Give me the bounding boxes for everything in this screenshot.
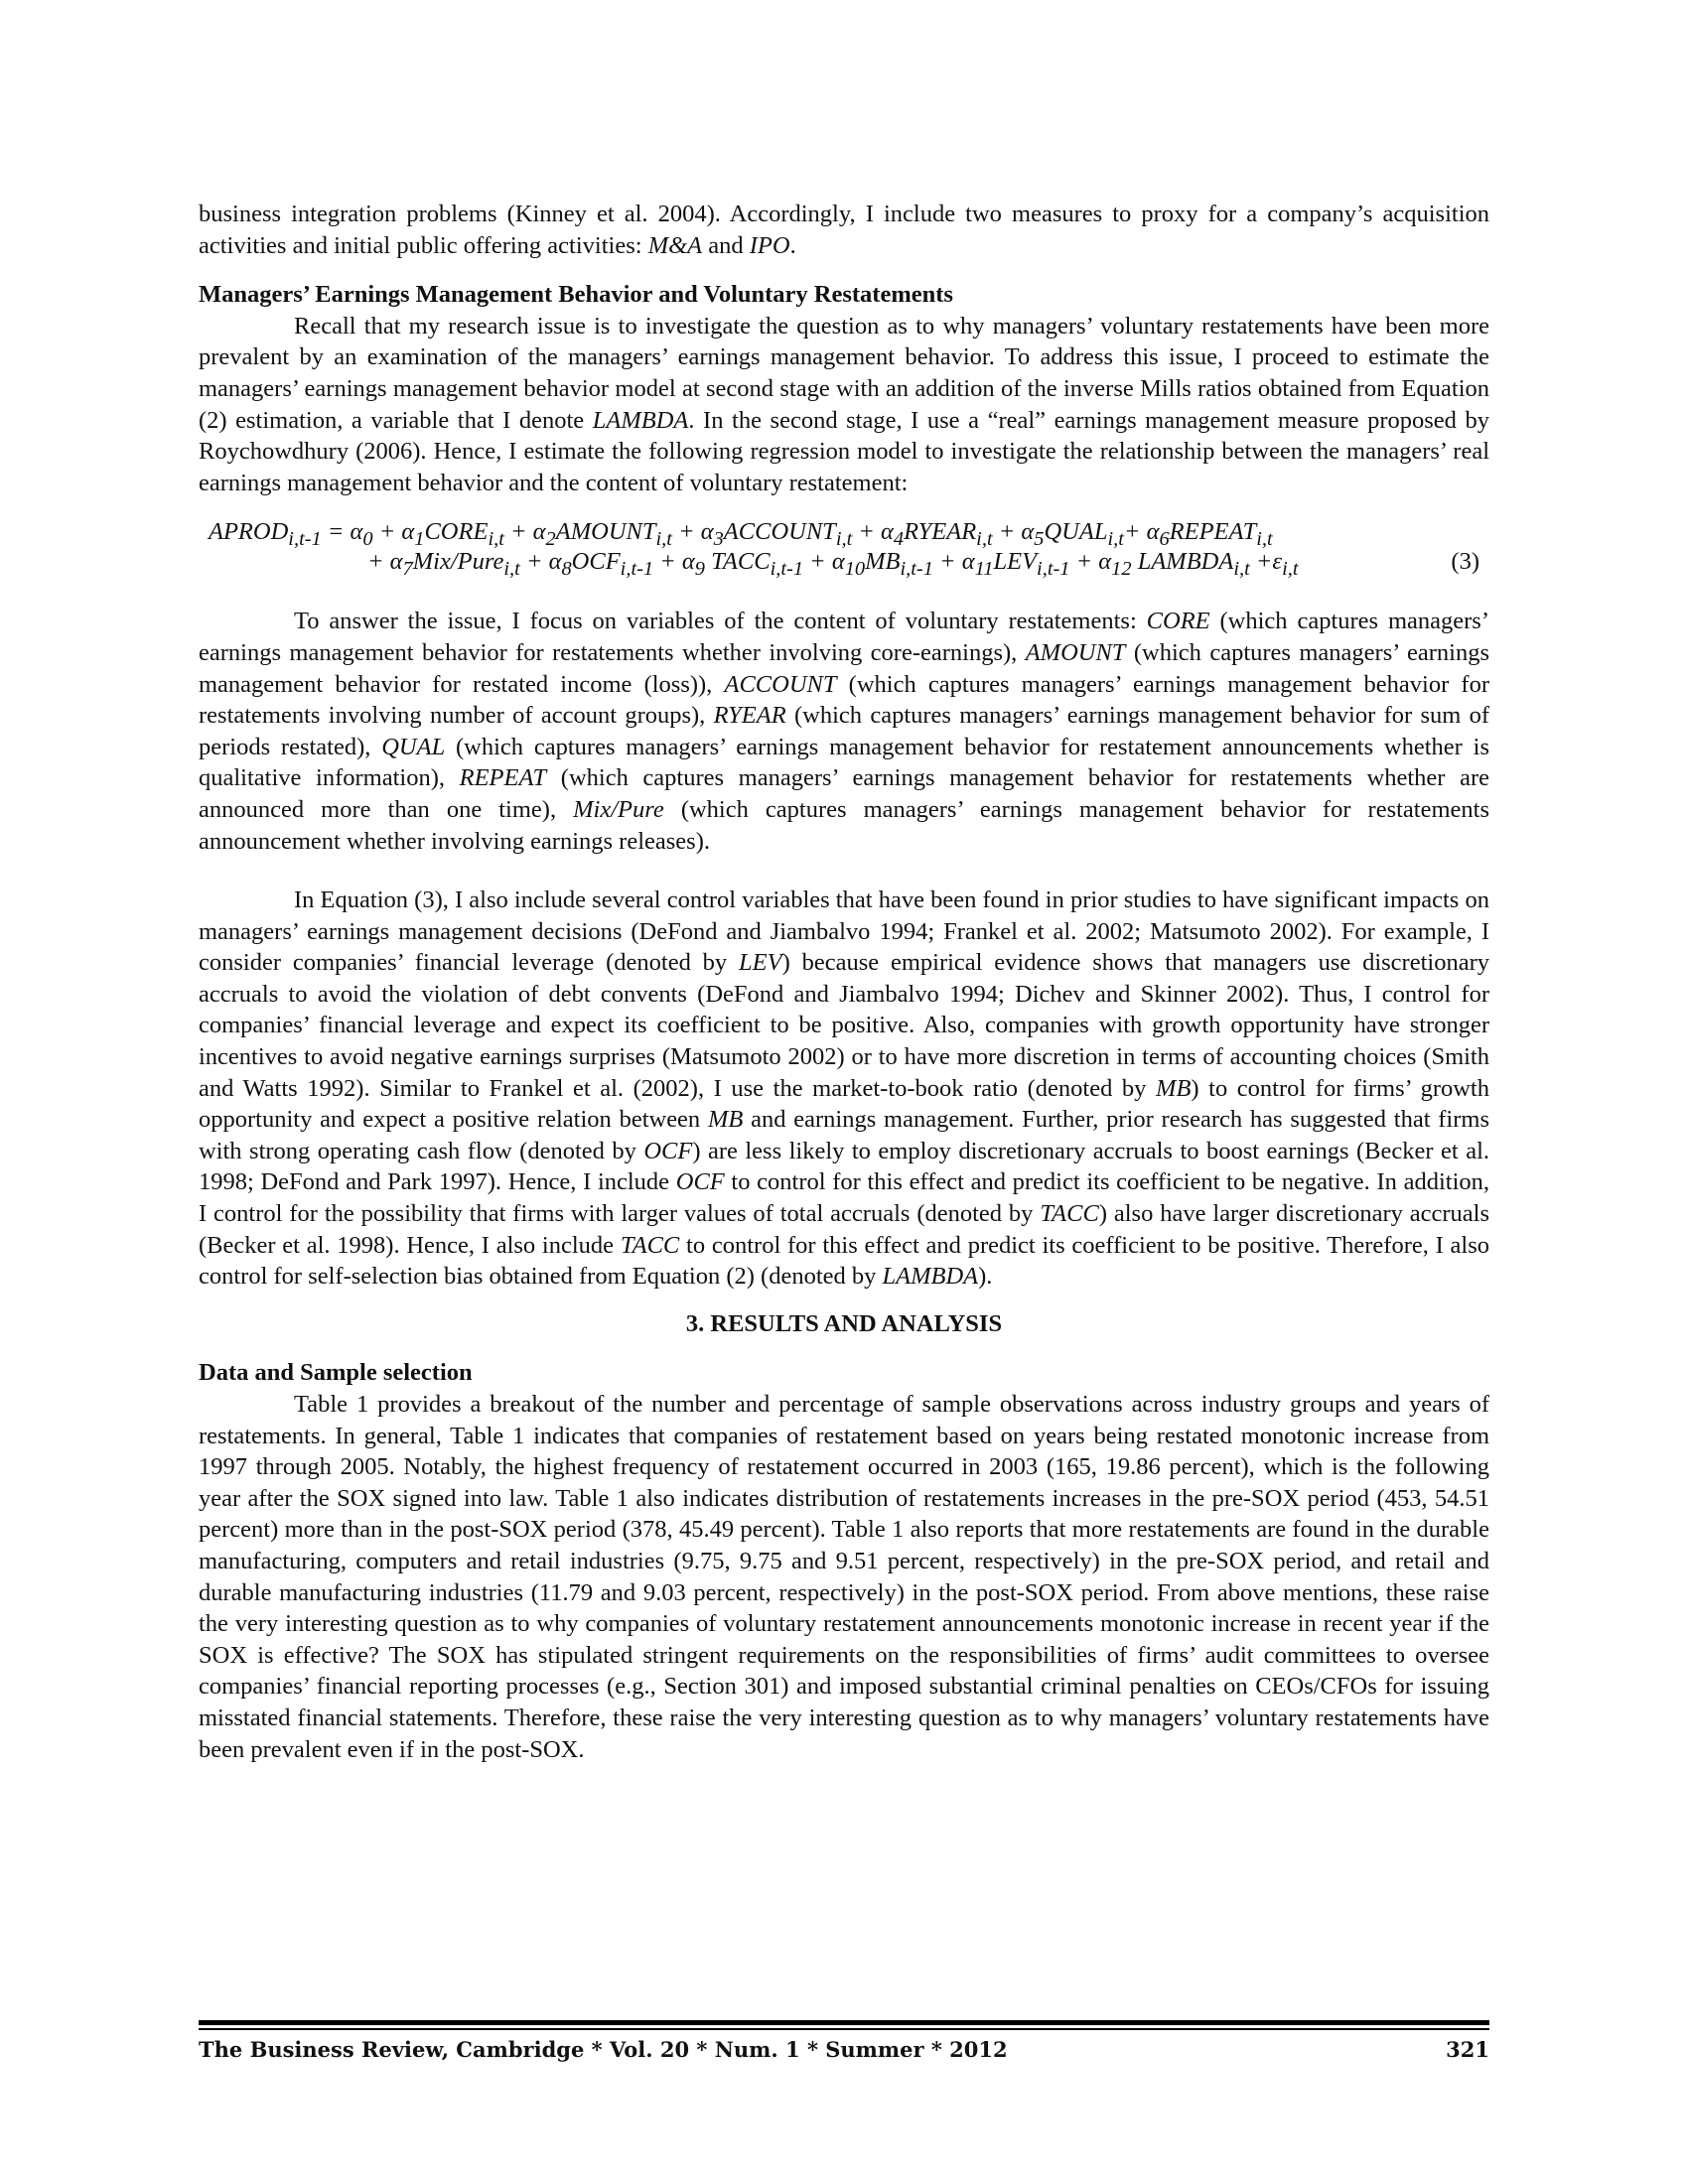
paragraph-answer: To answer the issue, I focus on variables of the content of voluntary restatements: CORE (which captures managers’ earnings management behavior for restatements whether involving core-earnings), AMOUNT (which captures managers’ earnings management behavior for restated income (loss)), ACCOUNT (which captures managers’ earnings management behavior for restatements involving number of account groups), RYEAR (which captures managers’ earnings management behavior for sum of periods restated), QUAL (which captures managers’ earnings management behavior for restatement announcements whether is qualitative information), REPEAT (which captures managers’ earnings management behavior for restatements whether are announced more than one time), Mix/Pure (which captures managers’ earnings management behavior for restatements announcement whether involving earnings releases). (199, 608, 1489, 855)
equation-3 (199, 516, 1489, 584)
page-number: 321 (1446, 2037, 1489, 2062)
section-heading-results: 3. RESULTS AND ANALYSIS (685, 1309, 1003, 1337)
footer-rule (199, 2020, 1489, 2025)
journal-citation: The Business Review, Cambridge * Vol. 20 * Num. 1 * Summer * 2012 (199, 2037, 1008, 2062)
paragraph-table1: Table 1 provides a breakout of the number and percentage of sample observations across industry groups and years of restatements. In general, Table 1 indicates that companies of restatement based on years being restated monotonic increase from 1997 through 2005. Notably, the highest frequency of restatement occurred in 2003 (165, 19.86 percent), which is the following year after the SOX signed into law. Table 1 also indicates distribution of restatements increases in the pre-SOX period (453, 54.51 percent) more than in the post-SOX period (378, 45.49 percent). Table 1 also reports that more restatements are found in the durable manufacturing, computers and retail industries (9.75, 9.75 and 9.51 percent, respectively) in the pre-SOX period, and retail and durable manufacturing industries (11.79 and 9.03 percent, respectively) in the post-SOX period. From above mentions, these raise the very interesting question as to why companies of voluntary restatement announcements monotonic increase in recent year if the SOX is effective? The SOX has stipulated stringent requirements on the responsibilities of firms’ audit committees to oversee companies’ financial reporting processes (e.g., Section 301) and imposed substantial criminal penalties on CEOs/CFOs for issuing misstated financial statements. Therefore, these raise the very interesting question as to why managers’ voluntary restatements have been prevalent even if in the post-SOX. (199, 1391, 1489, 1763)
variable-ipo: IPO (749, 231, 790, 259)
footer-rule-thin (199, 2028, 1489, 2030)
paragraph-intro: business integration problems (Kinney et al. 2004). Accordingly, I include two measures to proxy for a company’s acquisition activities and initial public offering activities: M&A and IPO. (199, 201, 1489, 259)
subsection-heading-data: Data and Sample selection (199, 1359, 473, 1387)
equation-line-2: + $\alpha_7Mix/Pure_{i,t} + \alpha_8OCF_{i,t-1} + \alpha_9$ $TACC_{i,t-1} + \alpha_{10}MB_{i,t-1} + \alpha_{11}LEV_{i,t-1} + \alpha_{12}$ $LAMBDA_{i,t} +\varepsilon_{i,t}$ (367, 548, 1299, 581)
section-heading-managers: Managers’ Earnings Management Behavior and Voluntary Restatements (199, 281, 953, 309)
paragraph-controls: In Equation (3), I also include several control variables that have been found in prior studies to have significant impacts on managers’ earnings management decisions (DeFond and Jiambalvo 1994; Frankel et al. 2002; Matsumoto 2002). For example, I consider companies’ financial leverage (denoted by LEV) because empirical evidence shows that managers use discretionary accruals to avoid the violation of debt convents (DeFond and Jiambalvo 1994; Dichev and Skinner 2002). Thus, I control for companies’ financial leverage and expect its coefficient to be positive. Also, companies with growth opportunity have stronger incentives to avoid negative earnings surprises (Matsumoto 2002) or to have more discretion in terms of accounting choices (Smith and Watts 1992). Similar to Frankel et al. (2002), I use the market-to-book ratio (denoted by MB) to control for firms’ growth opportunity and expect a positive relation between MB and earnings management. Further, prior research has suggested that firms with strong operating cash flow (denoted by OCF) are less likely to employ discretionary accruals to boost earnings (Becker et al. 1998; DeFond and Park 1997). Hence, I include OCF to control for this effect and predict its coefficient to be negative. In addition, I control for the possibility that firms with larger values of total accruals (denoted by TACC) also have larger discretionary accruals (Becker et al. 1998). Hence, I also include TACC to control for this effect and predict its coefficient to be positive. Therefore, I also control for self-selection bias obtained from Equation (2) (denoted by LAMBDA). (199, 887, 1489, 1291)
paragraph-recall: Recall that my research issue is to investigate the question as to why managers’ voluntary restatements have been more prevalent by an examination of the managers’ earnings management behavior. To address this issue, I proceed to estimate the managers’ earnings management behavior model at second stage with an addition of the inverse Mills ratios obtained from Equation (2) estimation, a variable that I denote LAMBDA. In the second stage, I use a “real” earnings management measure proposed by Roychowdhury (2006). Hence, I estimate the following regression model to investigate the relationship between the managers’ real earnings management behavior and the content of voluntary restatement: (199, 312, 1489, 496)
variable-ma: M&A (647, 231, 703, 259)
page-body (199, 199, 1489, 1765)
equation-line-1: $APROD_{i,t-1} = \alpha_0$ + $\alpha_1CORE_{i,t}$ + $\alpha_2AMOUNT_{i,t}$ + $\alpha_3ACCOUNT_{i,t}$ + $\alpha_4RYEAR_{i,t}$ + $\alpha_5QUAL_{i,t}+$ $\alpha_6REPEAT_{i,t}$ (209, 518, 1273, 551)
equation-number: (3) (1451, 548, 1479, 576)
